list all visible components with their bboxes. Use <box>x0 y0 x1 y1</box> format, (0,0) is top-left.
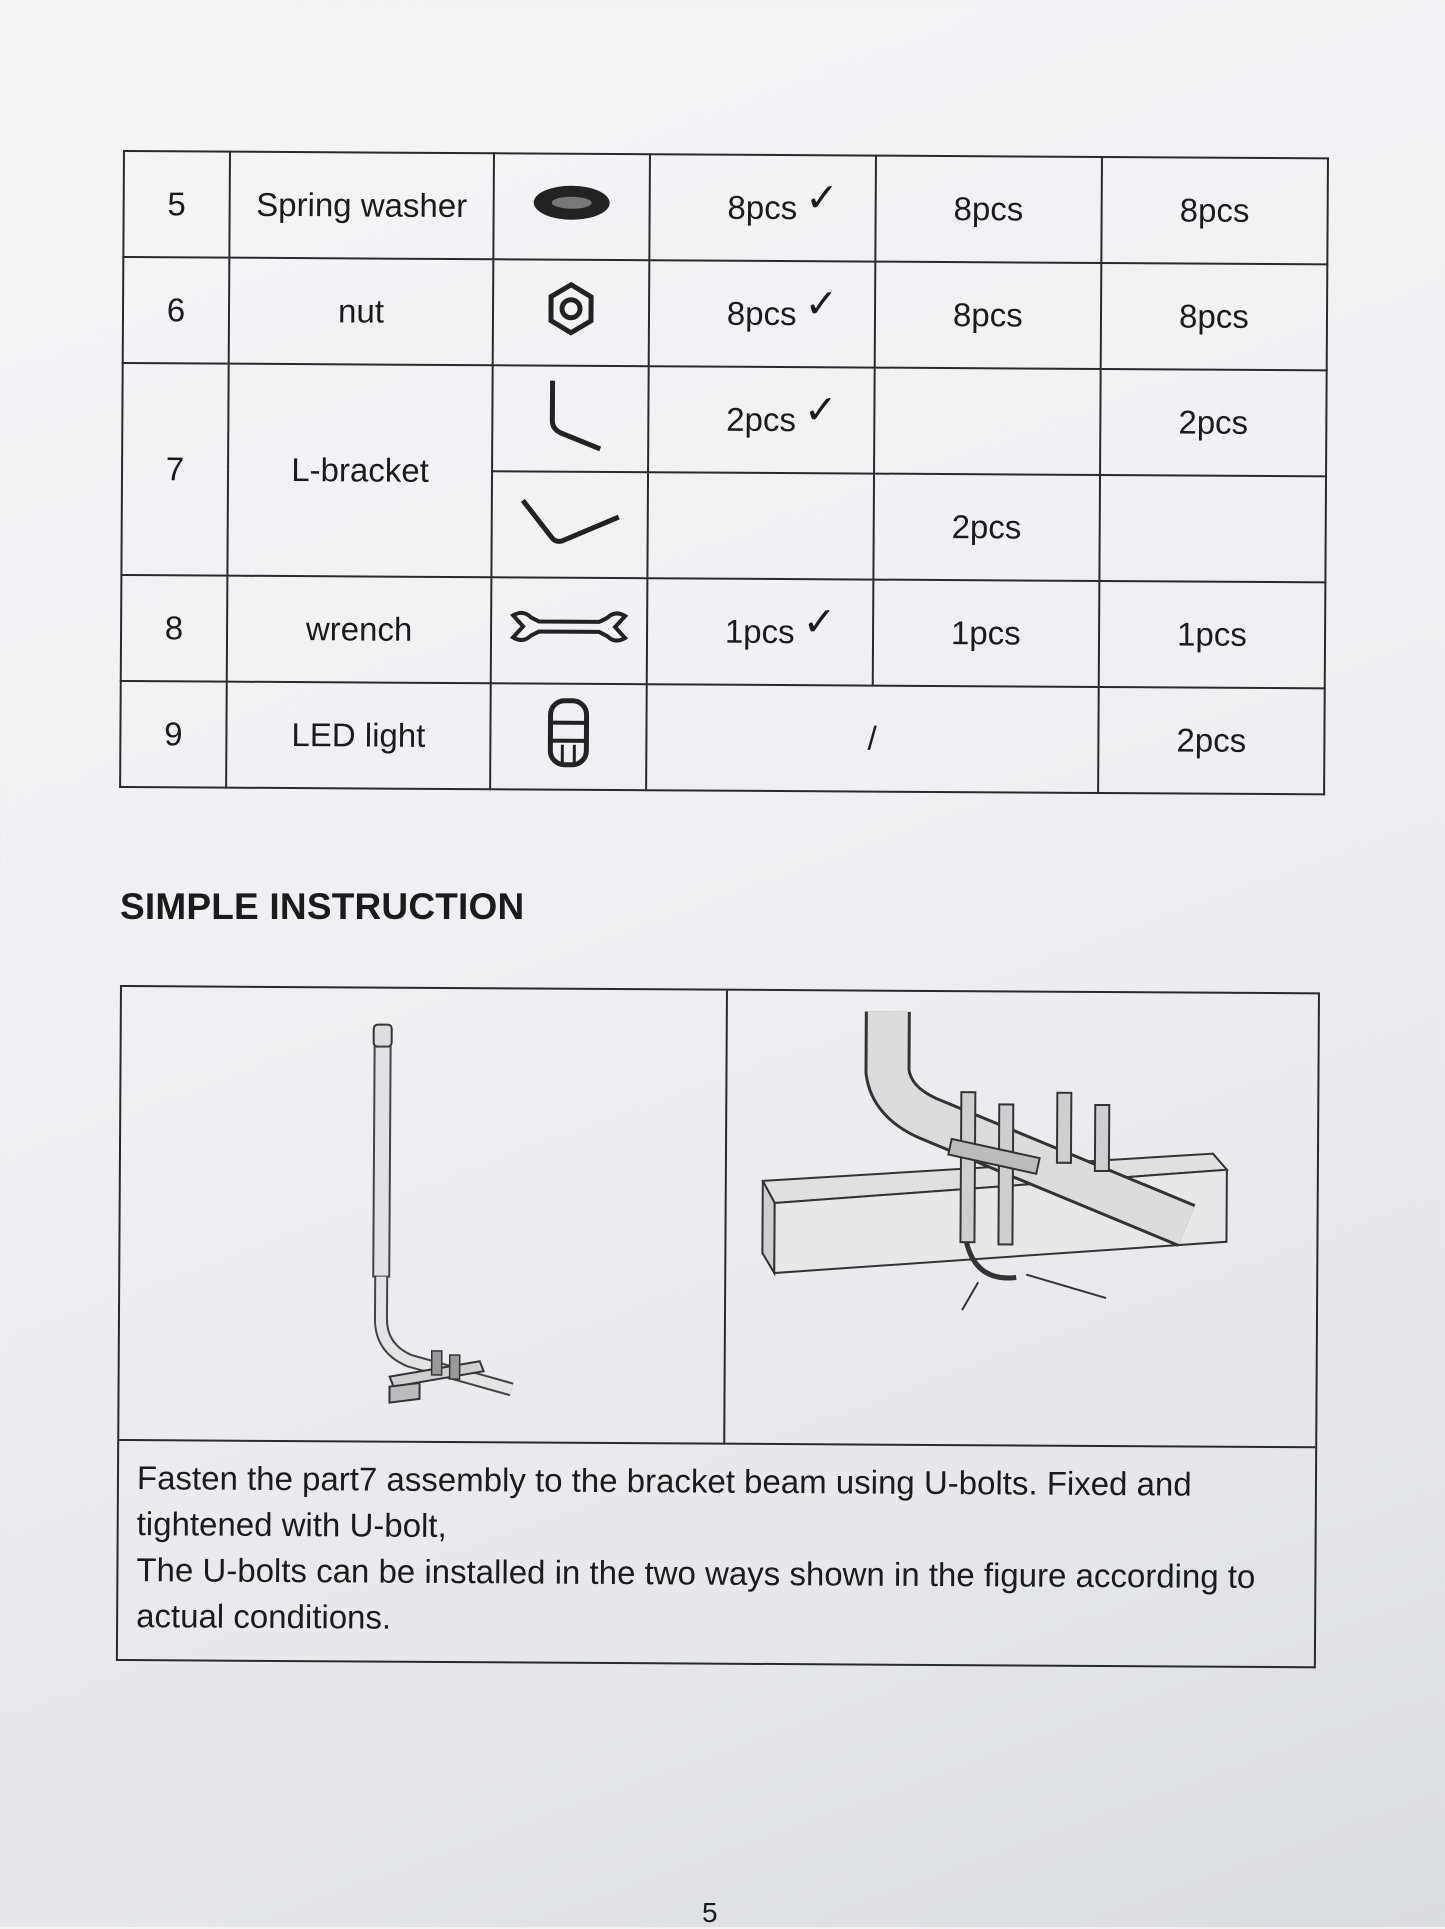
instruction-text <box>118 1439 1315 1668</box>
nut-icon <box>493 259 649 366</box>
quantity-model-3: 2pcs <box>1098 687 1325 794</box>
quantity-model-3: 8pcs <box>1101 263 1328 370</box>
check-mark-icon: ✓ <box>804 387 838 433</box>
u-bolt-illustration <box>725 991 1320 1447</box>
quantity-model-3: 1pcs <box>1099 581 1326 688</box>
quantity-model-1 <box>648 260 875 367</box>
check-mark-icon: ✓ <box>805 175 839 221</box>
table-row <box>121 575 1326 688</box>
part-name: LED light <box>226 682 491 790</box>
quantity-model-1 <box>647 472 874 579</box>
quantity-model-2: 8pcs <box>874 262 1101 369</box>
quantity-model-2: 2pcs <box>873 474 1100 581</box>
part-number: 7 <box>121 363 228 576</box>
table-row <box>122 363 1327 476</box>
quantity-model-1 <box>648 366 875 473</box>
check-mark-icon: ✓ <box>803 599 837 645</box>
part-name: Spring washer <box>229 152 494 260</box>
check-mark-icon: ✓ <box>804 281 838 327</box>
led-light-icon <box>490 683 646 790</box>
quantity-value: 8pcs <box>727 189 797 226</box>
part-number: 6 <box>123 257 230 364</box>
part-name: nut <box>229 258 494 366</box>
v-bracket-icon <box>491 471 647 578</box>
quantity-model-3: 2pcs <box>1100 369 1327 476</box>
section-heading: SIMPLE INSTRUCTION <box>120 886 524 928</box>
quantity-model-1 <box>646 578 873 685</box>
quantity-model-3 <box>1099 475 1326 582</box>
quantity-value: 1pcs <box>725 613 795 650</box>
pole-assembly-illustration <box>119 987 728 1443</box>
part-number: 8 <box>121 575 228 682</box>
quantity-value: 8pcs <box>727 295 797 332</box>
wrench-icon <box>491 577 647 684</box>
quantity-model-1 <box>649 154 876 261</box>
quantity-model-2: 8pcs <box>875 156 1102 263</box>
instruction-line: Fasten the part7 assembly to the bracket beam using U-bolts. Fixed and tightened with U-bolt, <box>137 1455 1298 1554</box>
table-row <box>120 681 1325 794</box>
quantity-model-3: 8pcs <box>1101 157 1328 264</box>
spring-washer-icon <box>493 153 649 260</box>
part-number: 9 <box>120 681 227 788</box>
parts-table <box>119 150 1329 795</box>
quantity-model-2: 1pcs <box>872 580 1099 687</box>
table-row <box>123 151 1328 264</box>
instruction-line: The U-bolts can be installed in the two ways shown in the figure according to actual conditions. <box>136 1547 1297 1646</box>
instruction-box <box>116 985 1320 1668</box>
part-name: L-bracket <box>227 364 492 578</box>
part-name: wrench <box>227 576 492 684</box>
quantity-value: 2pcs <box>726 401 796 438</box>
table-row <box>123 257 1328 370</box>
part-number: 5 <box>123 151 230 258</box>
quantity-model-1-2: / <box>646 684 1099 793</box>
l-bracket-icon <box>492 365 648 472</box>
page-number: 5 <box>702 1897 718 1929</box>
quantity-model-2 <box>874 368 1101 475</box>
